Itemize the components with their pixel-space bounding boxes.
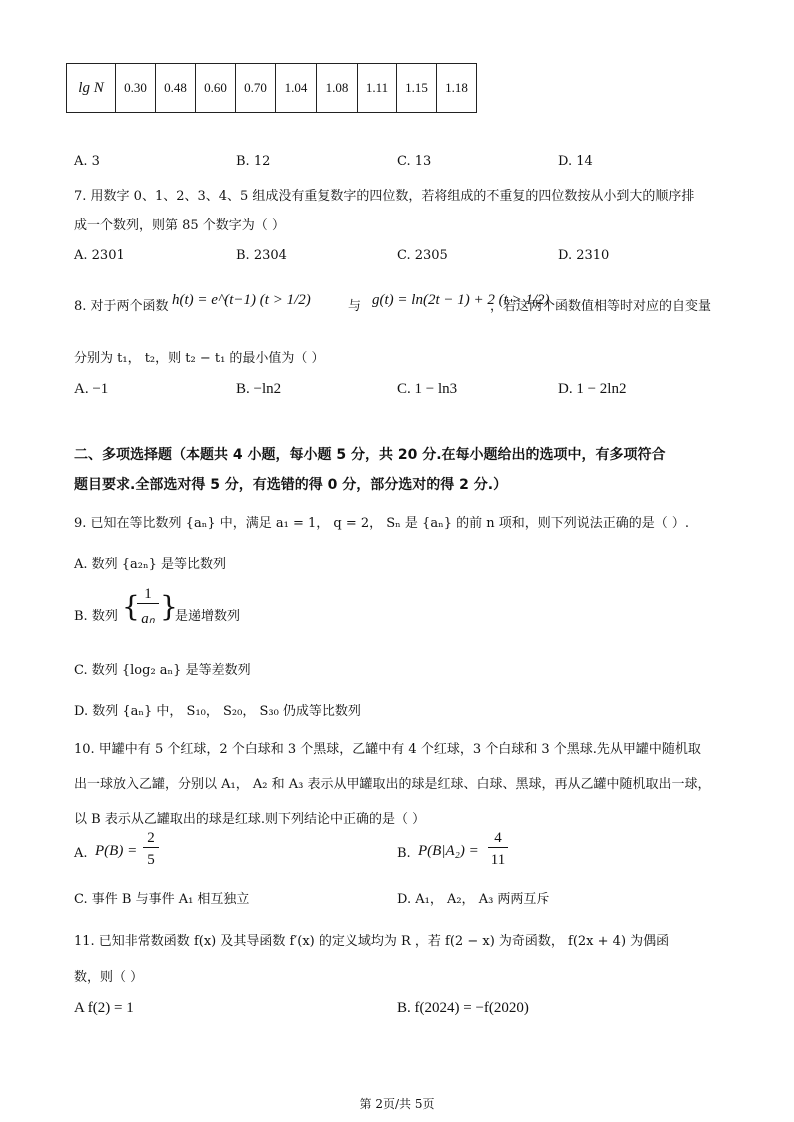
q6-option-c: C. 13	[397, 154, 432, 169]
table-row	[67, 64, 477, 113]
q10-option-a-prefix: A.	[74, 846, 88, 861]
q10-option-a-numerator: 2	[143, 830, 159, 848]
table-cell: 1.04	[276, 64, 317, 113]
q10-option-a-denominator: 5	[147, 852, 155, 868]
q9-option-c: C. 数列 {log₂ aₙ} 是等差数列	[74, 663, 251, 678]
q10-option-a-expr: P(B) =	[95, 843, 138, 859]
lgN-table	[66, 63, 477, 113]
table-cell: 0.60	[196, 64, 236, 113]
q8-suffix: ，若这两个函数值相等时对应的自变量	[490, 299, 712, 314]
table-cell: 0.70	[236, 64, 276, 113]
q8-option-c: C. 1 − ln3	[397, 381, 458, 397]
q9-option-d: D. 数列 {aₙ} 中， S₁₀， S₂₀， S₃₀ 仍成等比数列	[74, 704, 361, 719]
q8-prefix: 8. 对于两个函数	[74, 299, 169, 314]
q10-line2: 出一球放入乙罐，分别以 A₁， A₂ 和 A₃ 表示从甲罐取出的球是红球、白球、黑球，再从乙罐中随机取出一球，	[74, 777, 711, 792]
q8-line2: 分别为 t₁， t₂，则 t₂ − t₁ 的最小值为（ ）	[74, 351, 325, 366]
q9-option-b-prefix: B. 数列	[74, 609, 118, 624]
page-footer: 第 2页/共 5页	[359, 1097, 435, 1111]
table-cell: 0.48	[156, 64, 196, 113]
q11-line2: 数，则（ ）	[74, 970, 144, 985]
section2-heading-line2: 题目要求.全部选对得 5 分，有选错的得 0 分，部分选对的得 2 分.）	[74, 477, 508, 493]
q9-option-a: A. 数列 {a₂ₙ} 是等比数列	[74, 557, 227, 572]
q7-option-b: B. 2304	[236, 248, 287, 263]
q8-h-function: h(t) = e^(t−1) (t > 1/2)	[172, 292, 311, 308]
table-cell: 0.30	[116, 64, 156, 113]
q7-line2: 成一个数列，则第 85 个数字为（ ）	[74, 218, 285, 233]
q7-option-c: C. 2305	[397, 248, 448, 263]
table-cell: 1.18	[437, 64, 477, 113]
q10-option-b-expr: P(B|A₂) =	[418, 843, 479, 859]
q10-option-b-numerator: 4	[488, 830, 508, 848]
q7-option-a: A. 2301	[74, 248, 125, 263]
q6-option-b: B. 12	[236, 154, 271, 169]
q9-stem: 9. 已知在等比数列 {aₙ} 中，满足 a₁ = 1， q = 2， Sₙ 是 {aₙ} 的前 n 项和，则下列说法正确的是（ ）.	[74, 516, 689, 531]
q8-g-function: g(t) = ln(2t − 1) + 2 (t > 1/2)	[372, 292, 550, 308]
q7-option-d: D. 2310	[558, 248, 610, 263]
q8-option-b: B. −ln2	[236, 381, 282, 397]
q11-option-a: A f(2) = 1	[74, 1000, 134, 1016]
q8-option-d: D. 1 − 2ln2	[558, 381, 627, 397]
q8-mid: 与	[348, 299, 362, 314]
q10-option-d: D. A₁， A₂， A₃ 两两互斥	[397, 892, 550, 907]
table-cell: 1.15	[397, 64, 437, 113]
q10-option-b-prefix: B.	[397, 846, 411, 861]
table-header-cell: lg N	[67, 64, 116, 113]
q10-option-b-denominator: 11	[490, 852, 506, 868]
q7-line1: 7. 用数字 0、1、2、3、4、5 组成没有重复数字的四位数，若将组成的不重复的四位数按从小到大的顺序排	[74, 189, 695, 204]
q11-option-b: B. f(2024) = −f(2020)	[397, 1000, 529, 1016]
q8-option-a: A. −1	[74, 381, 109, 397]
q9-option-b-brace-left: {	[122, 590, 140, 623]
q10-line1: 10. 甲罐中有 5 个红球，2 个白球和 3 个黑球，乙罐中有 4 个红球，3 个白球和 3 个黑球.先从甲罐中随机取	[74, 742, 701, 757]
q9-option-b-suffix: 是递增数列	[175, 609, 241, 624]
q10-option-c: C. 事件 B 与事件 A₁ 相互独立	[74, 892, 250, 907]
q9-option-b-denominator: aₙ	[141, 611, 155, 627]
q10-line3: 以 B 表示从乙罐取出的球是红球.则下列结论中正确的是（ ）	[74, 812, 426, 827]
q11-line1: 11. 已知非常数函数 f(x) 及其导函数 f′(x) 的定义域均为 R ，若 f(2 − x) 为奇函数， f(2x + 4) 为偶函	[74, 934, 670, 949]
q9-option-b-numerator: 1	[137, 586, 159, 604]
section2-heading-line1: 二、多项选择题（本题共 4 小题，每小题 5 分，共 20 分.在每小题给出的选项中，有多项符合	[74, 447, 666, 463]
q9-option-b-brace-right: }	[160, 590, 178, 623]
table-cell: 1.11	[358, 64, 397, 113]
q6-option-d: D. 14	[558, 154, 593, 169]
table-cell: 1.08	[317, 64, 358, 113]
q6-option-a: A. 3	[74, 154, 100, 169]
